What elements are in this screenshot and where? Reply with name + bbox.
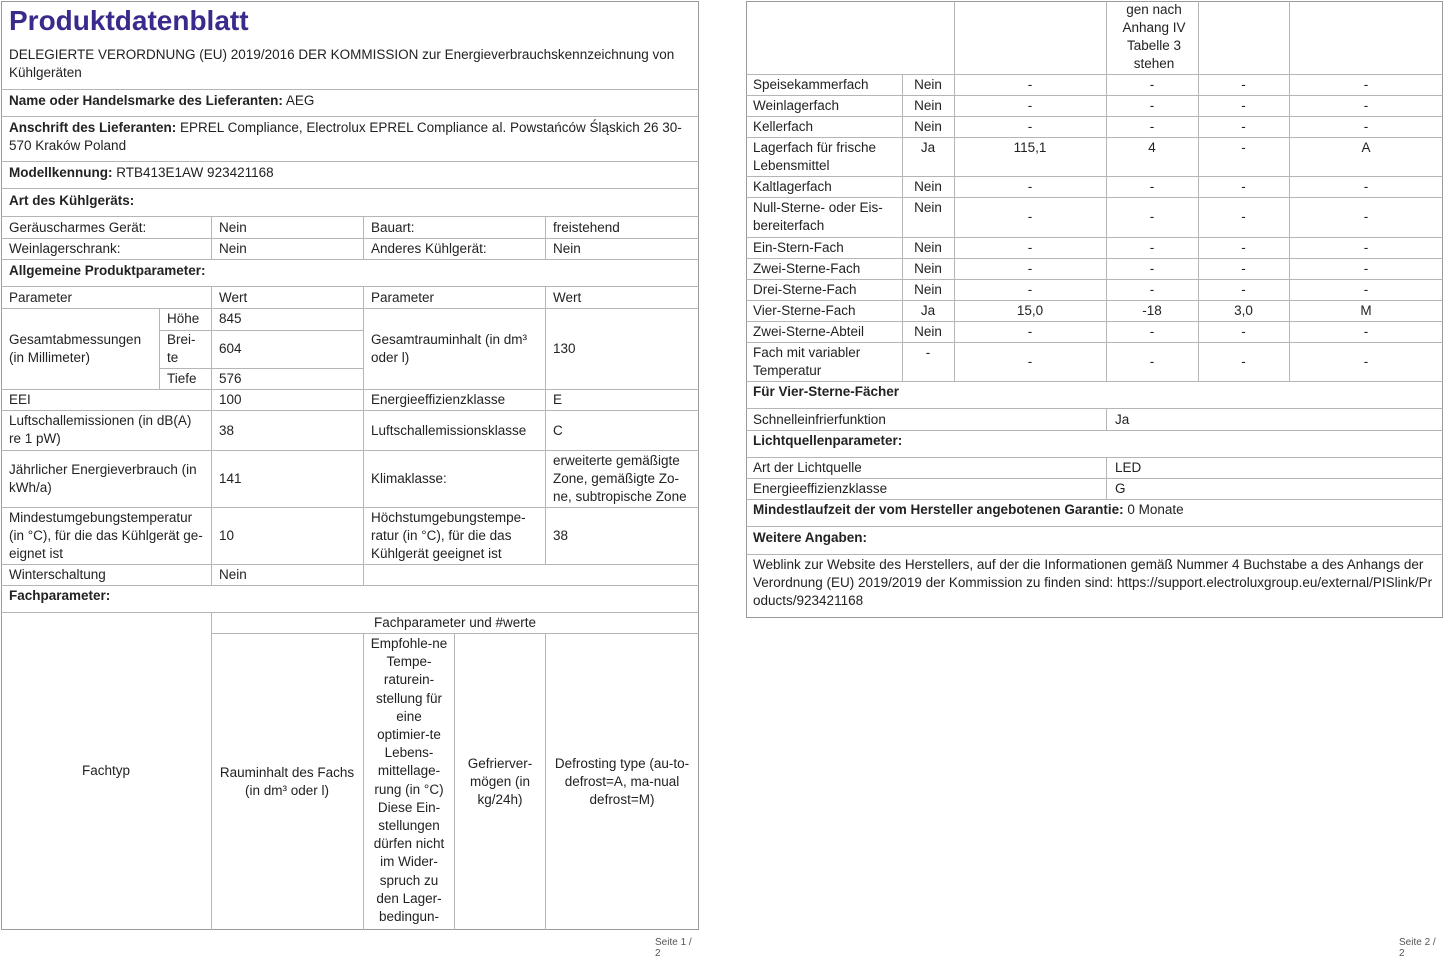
header-defrosting-type: Defrosting type (au-to-defrost=A, ma-nual defrost=M) xyxy=(554,756,690,807)
compartment-freeze-value: - xyxy=(1241,209,1246,224)
fast-freeze-value: Ja xyxy=(1115,412,1130,427)
compartment-temp-value: - xyxy=(1149,179,1155,194)
depth-value: 576 xyxy=(219,371,242,386)
compartment-volume-value: - xyxy=(1027,77,1033,92)
page-title: Produktdatenblatt xyxy=(9,5,249,36)
total-volume-value: 130 xyxy=(553,341,576,356)
header-recommended-temperature: Empfohle-ne Tempe-raturein-stellung für eine optimier-te Lebens-mittellage-rung (in °C) Diese Ein-stellungen dürfen nicht im Wider-spruch zu den Lager-bedingun- xyxy=(370,636,448,925)
other-appliance-label: Anderes Kühlgerät: xyxy=(371,241,487,256)
compartment-freeze-value: - xyxy=(1241,324,1246,339)
light-source-heading: Lichtquellenparameter: xyxy=(753,433,903,448)
width-label: Brei-te xyxy=(167,332,196,365)
model-label: Modellkennung: xyxy=(9,165,113,180)
noise-class-value: C xyxy=(553,423,563,438)
compartment-freeze-value: - xyxy=(1241,98,1246,113)
compartment-volume-value: 15,0 xyxy=(1016,303,1044,318)
warranty-label: Mindestlaufzeit der vom Hersteller angebotenen Garantie: xyxy=(753,502,1124,517)
low-noise-value: Nein xyxy=(219,220,247,235)
compartment-temp-value: - xyxy=(1149,119,1155,134)
compartment-name: Null-Sterne- oder Eis-bereiterfach xyxy=(753,200,883,233)
annual-consumption-label: Jährlicher Energieverbrauch (in kWh/a) xyxy=(9,462,197,495)
compartment-defrost-value: - xyxy=(1363,282,1369,297)
eei-label: EEI xyxy=(9,392,31,407)
manufacturer-weblink[interactable]: Weblink zur Website des Herstellers, auf der die Informationen gemäß Nummer 4 Buchstabe a des Anhangs der Verordnung (EU) 2019/2019 der Kommission zu finden sind: https://support.electroluxgroup.eu/external/PISlink/Products/923421168 xyxy=(753,557,1433,608)
compartment-freeze-value: - xyxy=(1241,240,1246,255)
compartment-temp-value: - xyxy=(1149,98,1155,113)
compartment-volume-value: - xyxy=(1027,261,1033,276)
header-freezing-capacity: Gefrierver-mögen (in kg/24h) xyxy=(467,756,533,807)
compartment-volume-value: - xyxy=(1027,324,1033,339)
max-temp-label: Höchstumgebungstempe-ratur (in °C), für die das Kühlgerät geeignet ist xyxy=(371,510,526,561)
compartment-name: Kellerfach xyxy=(753,119,814,134)
light-type-value: LED xyxy=(1115,460,1142,475)
noise-value: 38 xyxy=(219,423,235,438)
noise-class-label: Luftschallemissionsklasse xyxy=(371,423,527,438)
winter-label: Winterschaltung xyxy=(9,567,106,582)
compartment-present-value: - xyxy=(925,345,931,360)
model-value: RTB413E1AW 923421168 xyxy=(116,165,274,180)
col-value-2: Wert xyxy=(553,290,582,305)
dimensions-label: Gesamtabmessungen (in Millimeter) xyxy=(9,332,142,365)
compartment-volume-value: - xyxy=(1027,209,1033,224)
design-value: freistehend xyxy=(553,220,620,235)
light-energy-class-value: G xyxy=(1115,481,1126,496)
max-temp-value: 38 xyxy=(553,528,569,543)
more-info-heading: Weitere Angaben: xyxy=(753,530,868,545)
page-number: Seite 2 / 2 xyxy=(1399,937,1436,959)
height-label: Höhe xyxy=(167,311,200,326)
compartment-temp-value: - xyxy=(1149,77,1155,92)
compartment-name: Kaltlagerfach xyxy=(753,179,832,194)
col-value-1: Wert xyxy=(219,290,248,305)
compartment-name: Speisekammerfach xyxy=(753,77,869,92)
compartment-defrost-value: - xyxy=(1363,179,1369,194)
energy-class-value: E xyxy=(553,392,563,407)
compartment-volume-value: - xyxy=(1027,354,1033,369)
compartment-name: Fach mit variabler Temperatur xyxy=(753,345,861,378)
regulation-text: DELEGIERTE VERORDNUNG (EU) 2019/2016 DER KOMMISSION zur Energieverbrauchskennzeichnung von Kühlgeräten xyxy=(9,47,675,80)
depth-label: Tiefe xyxy=(167,371,197,386)
compartment-defrost-value: - xyxy=(1363,98,1369,113)
compartment-freeze-value: 3,0 xyxy=(1234,303,1253,318)
supplier-name-row xyxy=(9,92,314,110)
page-number: Seite 1 / 2 xyxy=(655,937,692,959)
supplier-address-value: EPREL Compliance, Electrolux EPREL Compliance al. Powstańców Śląskich 26 30-570 Kraków Poland xyxy=(9,120,682,153)
compartment-present-value: Nein xyxy=(914,179,942,194)
compartment-name: Zwei-Sterne-Abteil xyxy=(753,324,865,339)
compartment-defrost-value: - xyxy=(1363,209,1369,224)
model-row xyxy=(9,164,274,182)
compartment-name: Lagerfach für frische Lebensmittel xyxy=(753,140,877,173)
compartment-name: Ein-Stern-Fach xyxy=(753,240,844,255)
design-label: Bauart: xyxy=(371,220,415,235)
light-type-label: Art der Lichtquelle xyxy=(753,460,862,475)
compartment-name: Vier-Sterne-Fach xyxy=(753,303,856,318)
col-parameter-2: Parameter xyxy=(371,290,435,305)
compartment-present-value: Nein xyxy=(914,240,942,255)
compartment-present-value: Ja xyxy=(920,303,936,318)
compartment-defrost-value: - xyxy=(1363,324,1369,339)
supplier-name-value: AEG xyxy=(285,93,315,108)
compartment-temp-value: 4 xyxy=(1148,140,1156,155)
compartment-freeze-value: - xyxy=(1241,354,1246,369)
compartment-present-value: Nein xyxy=(914,282,942,297)
total-volume-label: Gesamtrauminhalt (in dm³ oder l) xyxy=(371,332,528,365)
compartment-defrost-value: - xyxy=(1363,119,1369,134)
compartment-present-value: Ja xyxy=(920,140,936,155)
other-appliance-value: Nein xyxy=(553,241,581,256)
energy-class-label: Energieeffizienzklasse xyxy=(371,392,506,407)
warranty-value: 0 Monate xyxy=(1127,502,1184,517)
compartment-freeze-value: - xyxy=(1241,282,1246,297)
fast-freeze-label: Schnelleinfrierfunktion xyxy=(753,412,886,427)
compartment-name: Zwei-Sterne-Fach xyxy=(753,261,861,276)
compartment-temp-value: - xyxy=(1149,354,1155,369)
compartment-temp-value: - xyxy=(1149,261,1155,276)
compartment-present-value: Nein xyxy=(914,98,942,113)
compartment-volume-value: - xyxy=(1027,98,1033,113)
compartment-temp-value: - xyxy=(1149,282,1155,297)
supplier-name-label: Name oder Handelsmarke des Lieferanten: xyxy=(9,93,283,108)
compartment-freeze-value: - xyxy=(1241,179,1246,194)
supplier-address-row xyxy=(9,119,693,155)
compartment-temp-value: - xyxy=(1149,209,1155,224)
general-params-heading: Allgemeine Produktparameter: xyxy=(9,263,206,278)
compartment-name: Drei-Sterne-Fach xyxy=(753,282,857,297)
compartment-volume-value: - xyxy=(1027,119,1033,134)
wine-cabinet-value: Nein xyxy=(219,241,247,256)
compartment-volume-value: - xyxy=(1027,282,1033,297)
wine-cabinet-label: Weinlagerschrank: xyxy=(9,241,121,256)
compartment-defrost-value: - xyxy=(1363,77,1369,92)
width-value: 604 xyxy=(219,341,242,356)
climate-class-label: Klimaklasse: xyxy=(371,471,447,486)
compartment-temp-value: - xyxy=(1149,240,1155,255)
climate-class-value: erweiterte gemäßigte Zone, gemäßigte Zo-ne, subtropische Zone xyxy=(553,453,687,504)
compartment-defrost-value: - xyxy=(1363,240,1369,255)
col-parameter-1: Parameter xyxy=(9,290,73,305)
warranty-row xyxy=(753,501,1184,519)
light-energy-class-label: Energieeffizienzklasse xyxy=(753,481,888,496)
compartment-volume-value: 115,1 xyxy=(1013,140,1047,155)
annual-consumption-value: 141 xyxy=(219,471,242,486)
noise-label: Luftschallemissionen (in dB(A) re 1 pW) xyxy=(9,413,192,446)
four-star-heading: Für Vier-Sterne-Fächer xyxy=(753,384,900,399)
compartment-present-value: Nein xyxy=(914,200,942,215)
compartment-freeze-value: - xyxy=(1241,140,1246,155)
compartment-group-header: Fachparameter und #werte xyxy=(373,615,537,630)
continued-temperature-header: gen nach Anhang IV Tabelle 3 stehen xyxy=(1122,2,1186,71)
appliance-type-heading: Art des Kühlgeräts: xyxy=(9,193,135,208)
low-noise-label: Geräuscharmes Gerät: xyxy=(9,220,147,235)
compartment-freeze-value: - xyxy=(1241,77,1246,92)
compartment-present-value: Nein xyxy=(914,261,942,276)
header-compartment-volume: Rauminhalt des Fachs (in dm³ oder l) xyxy=(219,765,355,798)
min-temp-label: Mindestumgebungstemperatur (in °C), für die das Kühlgerät ge-eignet ist xyxy=(9,510,203,561)
compartment-defrost-value: - xyxy=(1363,261,1369,276)
compartment-volume-value: - xyxy=(1027,179,1033,194)
compartment-defrost-value: M xyxy=(1360,303,1372,318)
height-value: 845 xyxy=(219,311,242,326)
compartment-volume-value: - xyxy=(1027,240,1033,255)
winter-value: Nein xyxy=(219,567,247,582)
compartment-present-value: Nein xyxy=(914,77,942,92)
compartment-temp-value: -18 xyxy=(1142,303,1162,318)
compartment-params-heading: Fachparameter: xyxy=(9,588,111,603)
eei-value: 100 xyxy=(219,392,242,407)
supplier-address-label: Anschrift des Lieferanten: xyxy=(9,120,177,135)
compartment-freeze-value: - xyxy=(1241,261,1246,276)
compartment-defrost-value: A xyxy=(1361,140,1371,155)
min-temp-value: 10 xyxy=(219,528,235,543)
header-compartment-type: Fachtyp xyxy=(81,763,131,778)
compartment-defrost-value: - xyxy=(1363,354,1369,369)
compartment-freeze-value: - xyxy=(1241,119,1246,134)
compartment-name: Weinlagerfach xyxy=(753,98,840,113)
compartment-present-value: Nein xyxy=(914,324,942,339)
compartment-temp-value: - xyxy=(1149,324,1155,339)
compartment-present-value: Nein xyxy=(914,119,942,134)
